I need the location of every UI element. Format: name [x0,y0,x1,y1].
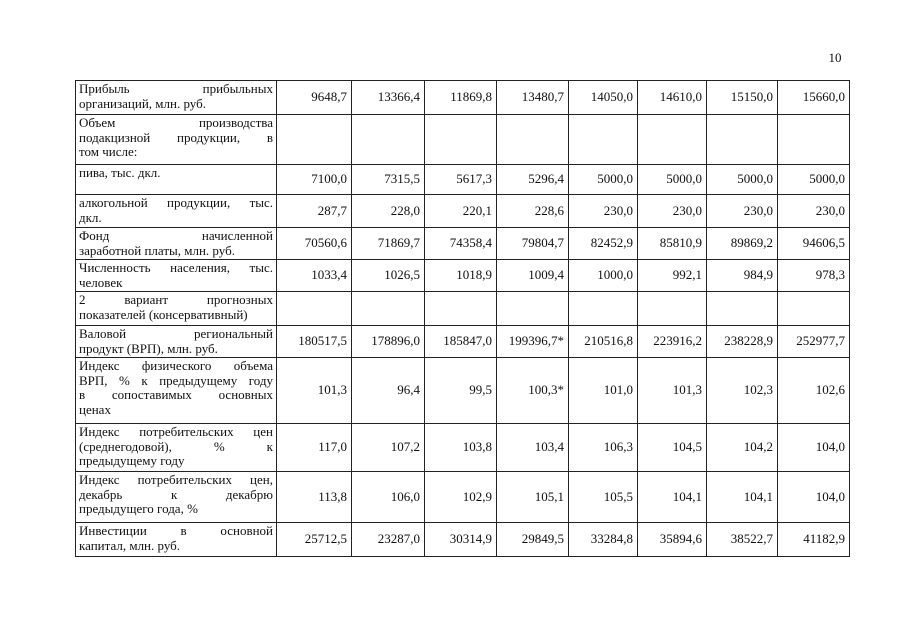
table-cell-value: 25712,5 [277,523,352,557]
table-cell-value: 102,9 [425,472,497,523]
table-cell-value: 5000,0 [569,165,638,195]
table-cell-value [497,292,569,326]
table-cell-value: 5296,4 [497,165,569,195]
row-label-line: Фонд начисленной [79,228,273,243]
table-cell-value: 104,1 [638,472,707,523]
row-label-line: алкогольной продукции, тыс. [79,195,273,210]
table-cell-value: 13480,7 [497,81,569,115]
table-cell-value: 978,3 [778,260,850,292]
table-cell-value: 14610,0 [638,81,707,115]
table-cell-value: 5000,0 [638,165,707,195]
table-cell-value: 1033,4 [277,260,352,292]
table-cell-value: 252977,7 [778,326,850,358]
table-cell-value: 984,9 [707,260,778,292]
table-cell-value: 107,2 [352,424,425,472]
row-label [76,472,277,523]
table-cell-value: 199396,7* [497,326,569,358]
row-label-line: организаций, млн. руб. [79,95,206,111]
table-cell-value: 992,1 [638,260,707,292]
table-cell-value: 13366,4 [352,81,425,115]
row-label-line: ценах [79,401,111,417]
row-label-line: Валовой региональный [79,326,273,341]
table-cell-value: 287,7 [277,195,352,228]
table-cell-value [707,115,778,165]
table-row [76,260,850,292]
table-cell-value: 180517,5 [277,326,352,358]
table-cell-value: 106,3 [569,424,638,472]
table-cell-value: 223916,2 [638,326,707,358]
table-cell-value: 104,0 [778,424,850,472]
table-cell-value: 230,0 [778,195,850,228]
table-row [76,81,850,115]
row-label-line: 2 вариант прогнозных [79,292,273,307]
table-cell-value: 106,0 [352,472,425,523]
table-cell-value: 15150,0 [707,81,778,115]
table-cell-value: 103,8 [425,424,497,472]
row-label-line: Прибыль прибыльных [79,81,273,96]
row-label [76,424,277,472]
table-cell-value: 104,2 [707,424,778,472]
page-number: 10 [828,50,842,65]
table-row [76,292,850,326]
table-cell-value: 117,0 [277,424,352,472]
row-label-line: декабрь к декабрю [79,486,273,502]
table-cell-value: 100,3* [497,358,569,424]
table-cell-value: 230,0 [707,195,778,228]
table-cell-value: 99,5 [425,358,497,424]
table-cell-value: 210516,8 [569,326,638,358]
row-label [76,165,277,195]
row-label [76,292,277,326]
row-label-line: продукт (ВРП), млн. руб. [79,340,218,356]
table-cell-value: 102,6 [778,358,850,424]
row-label [76,326,277,358]
table-cell-value: 82452,9 [569,228,638,260]
table-cell-value: 15660,0 [778,81,850,115]
table-cell-value: 101,0 [569,358,638,424]
row-label-line: том числе: [79,144,138,159]
table-row [76,472,850,523]
table-cell-value: 230,0 [569,195,638,228]
table-cell-value: 89869,2 [707,228,778,260]
table-row [76,228,850,260]
table-cell-value: 33284,8 [569,523,638,557]
table-cell-value [569,292,638,326]
table-row [76,424,850,472]
row-label-line: дкл. [79,209,102,225]
table-cell-value: 1018,9 [425,260,497,292]
row-label-line: предыдущего года, % [79,501,198,516]
row-label-line: Индекс потребительских цен, [79,472,273,487]
table-cell-value: 220,1 [425,195,497,228]
table-cell-value [425,115,497,165]
table-cell-value: 238228,9 [707,326,778,358]
table-cell-value: 102,3 [707,358,778,424]
table-cell-value: 35894,6 [638,523,707,557]
table-cell-value: 11869,8 [425,81,497,115]
row-label-line: Индекс потребительских цен [79,424,273,439]
row-label [76,115,277,165]
table-cell-value [277,292,352,326]
table-cell-value [425,292,497,326]
table-cell-value: 105,1 [497,472,569,523]
table-cell-value: 23287,0 [352,523,425,557]
table-cell-value: 70560,6 [277,228,352,260]
table-cell-value [352,292,425,326]
table-cell-value: 103,4 [497,424,569,472]
row-label-line: Индекс физического объема [79,358,273,373]
row-label-line: подакцизной продукции, в [79,129,273,145]
table-cell-value [277,115,352,165]
row-label [76,523,277,557]
table-row [76,523,850,557]
row-label-line: ВРП, % к предыдущему году [79,372,273,388]
row-label [76,228,277,260]
table-body [76,81,850,557]
table-cell-value [569,115,638,165]
table-cell-value: 29849,5 [497,523,569,557]
table-cell-value: 104,1 [707,472,778,523]
table-cell-value [778,292,850,326]
table-cell-value: 30314,9 [425,523,497,557]
table-cell-value: 7315,5 [352,165,425,195]
table-cell-value: 1009,4 [497,260,569,292]
table-cell-value: 228,6 [497,195,569,228]
table-cell-value [497,115,569,165]
table-row [76,195,850,228]
row-label [76,260,277,292]
table-cell-value: 113,8 [277,472,352,523]
table-cell-value: 94606,5 [778,228,850,260]
table-cell-value: 74358,4 [425,228,497,260]
row-label-line: в сопоставимых основных [79,387,273,402]
row-label-line: заработной платы, млн. руб. [79,242,235,258]
table-cell-value [638,115,707,165]
row-label [76,195,277,228]
table-cell-value: 96,4 [352,358,425,424]
table-row [76,326,850,358]
table-cell-value: 104,5 [638,424,707,472]
table-cell-value: 71869,7 [352,228,425,260]
table-cell-value [778,115,850,165]
row-label-line: пива, тыс. дкл. [79,165,161,180]
row-label-line: показателей (консервативный) [79,306,248,322]
table-cell-value: 9648,7 [277,81,352,115]
row-label-line: предыдущему году [79,453,185,468]
table-row [76,165,850,195]
row-label-line: Численность населения, тыс. [79,260,273,275]
table-cell-value: 105,5 [569,472,638,523]
row-label-line: капитал, млн. руб. [79,537,181,553]
table-cell-value: 1000,0 [569,260,638,292]
table-cell-value: 1026,5 [352,260,425,292]
table-cell-value: 85810,9 [638,228,707,260]
row-label [76,358,277,424]
table-cell-value [352,115,425,165]
table-cell-value: 104,0 [778,472,850,523]
table-cell-value: 14050,0 [569,81,638,115]
table-cell-value: 101,3 [277,358,352,424]
table-cell-value: 230,0 [638,195,707,228]
row-label-line: (среднегодовой), % к [79,438,273,454]
table-cell-value [638,292,707,326]
table-cell-value: 7100,0 [277,165,352,195]
table-cell-value: 79804,7 [497,228,569,260]
table-row [76,358,850,424]
table-cell-value: 5617,3 [425,165,497,195]
table-cell-value [707,292,778,326]
table-cell-value: 228,0 [352,195,425,228]
row-label-line: Объем производства [79,115,273,130]
table-cell-value: 178896,0 [352,326,425,358]
table-cell-value: 5000,0 [778,165,850,195]
row-label-line: Инвестиции в основной [79,523,273,538]
table-cell-value: 38522,7 [707,523,778,557]
row-label-line: человек [79,274,123,290]
indicators-table [75,80,850,557]
table-cell-value: 41182,9 [778,523,850,557]
row-label [76,81,277,115]
table-row [76,115,850,165]
table-cell-value: 5000,0 [707,165,778,195]
table-cell-value: 101,3 [638,358,707,424]
table-cell-value: 185847,0 [425,326,497,358]
